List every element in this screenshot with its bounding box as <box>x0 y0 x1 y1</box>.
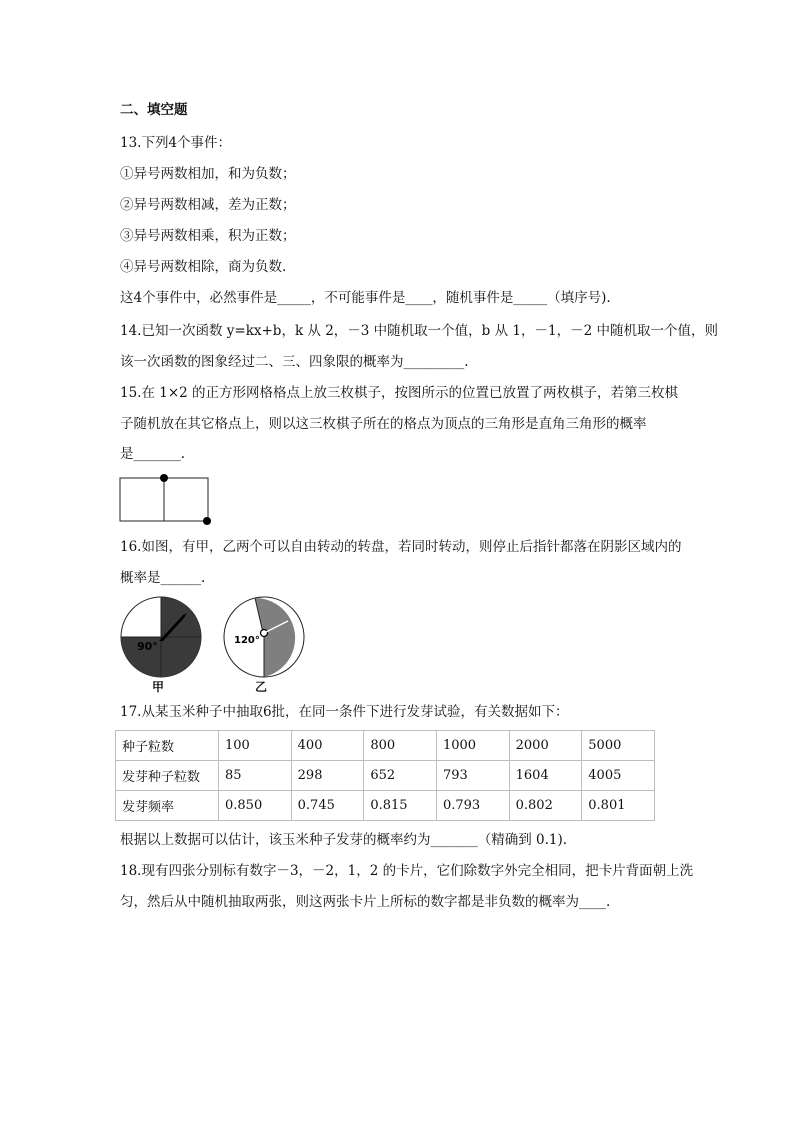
table-cell: 652 <box>364 761 437 791</box>
q13-stem: 13.下列4个事件： <box>120 135 232 151</box>
table-cell: 0.801 <box>582 791 655 821</box>
spinner-yi-angle: 120° <box>234 635 260 646</box>
spinner-jia-angle: 90° <box>137 640 158 653</box>
q13-ask: 这4个事件中，必然事件是_____，不可能事件是____，随机事件是_____（填序号). <box>120 290 611 306</box>
q13-item-2: ②异号两数相减，差为正数； <box>120 197 296 213</box>
table-cell: 85 <box>219 761 292 791</box>
table-cell: 793 <box>436 761 509 791</box>
q17-ask: 根据以上数据可以估计，该玉米种子发芽的概率约为_______（精确到 0.1). <box>120 832 568 848</box>
chess-piece-1 <box>160 474 168 482</box>
spinner-yi-caption: 乙 <box>255 680 268 694</box>
q17-stem: 17.从某玉米种子中抽取6批，在同一条件下进行发芽试验，有关数据如下： <box>120 704 569 720</box>
q13-item-3: ③异号两数相乘，积为正数； <box>120 228 296 244</box>
q15-line-1: 15.在 1×2 的正方形网格格点上放三枚棋子，按图所示的位置已放置了两枚棋子，若第三枚棋 <box>120 385 679 401</box>
table-cell: 0.850 <box>219 791 292 821</box>
grid-figure <box>115 472 215 530</box>
spinner-jia <box>115 595 215 693</box>
table-cell: 100 <box>219 731 292 761</box>
table-cell: 400 <box>291 731 364 761</box>
table-cell: 0.815 <box>364 791 437 821</box>
q16-line-2: 概率是______. <box>120 570 206 586</box>
table-cell: 0.802 <box>509 791 582 821</box>
q13-item-4: ④异号两数相除，商为负数. <box>120 259 287 275</box>
germination-table <box>115 730 655 821</box>
table-cell: 4005 <box>582 761 655 791</box>
table-row <box>116 761 655 791</box>
q18-line-2: 匀，然后从中随机抽取两张，则这两张卡片上所标的数字都是非负数的概率为____. <box>120 894 611 910</box>
table-cell: 5000 <box>582 731 655 761</box>
table-cell: 0.745 <box>291 791 364 821</box>
q13-item-1: ①异号两数相加，和为负数； <box>120 166 296 182</box>
q16-line-1: 16.如图，有甲，乙两个可以自由转动的转盘，若同时转动，则停止后指针都落在阴影区域内的 <box>120 539 682 555</box>
q15-line-3: 是_______. <box>120 446 186 462</box>
table-cell: 298 <box>291 761 364 791</box>
q14-line-2: 该一次函数的图象经过二、三、四象限的概率为_________. <box>120 354 469 370</box>
spinner-jia-caption: 甲 <box>152 680 165 694</box>
table-row <box>116 731 655 761</box>
chess-piece-2 <box>203 517 211 525</box>
table-cell: 发芽种子粒数 <box>116 761 219 791</box>
table-cell: 种子粒数 <box>116 731 219 761</box>
table-cell: 1604 <box>509 761 582 791</box>
q14-line-1: 14.已知一次函数 y=kx+b，k 从 2，－3 中随机取一个值，b 从 1，－1，－2 中随机取一个值，则 <box>120 323 718 339</box>
table-cell: 2000 <box>509 731 582 761</box>
q15-line-2: 子随机放在其它格点上，则以这三枚棋子所在的格点为顶点的三角形是直角三角形的概率 <box>120 416 647 432</box>
table-row <box>116 791 655 821</box>
table-cell: 发芽频率 <box>116 791 219 821</box>
section-title: 二、填空题 <box>120 102 188 118</box>
table-cell: 800 <box>364 731 437 761</box>
q18-line-1: 18.现有四张分别标有数字－3，－2，1，2 的卡片，它们除数字外完全相同，把卡片背面朝上洗 <box>120 863 694 879</box>
table-cell: 1000 <box>436 731 509 761</box>
table-cell: 0.793 <box>436 791 509 821</box>
